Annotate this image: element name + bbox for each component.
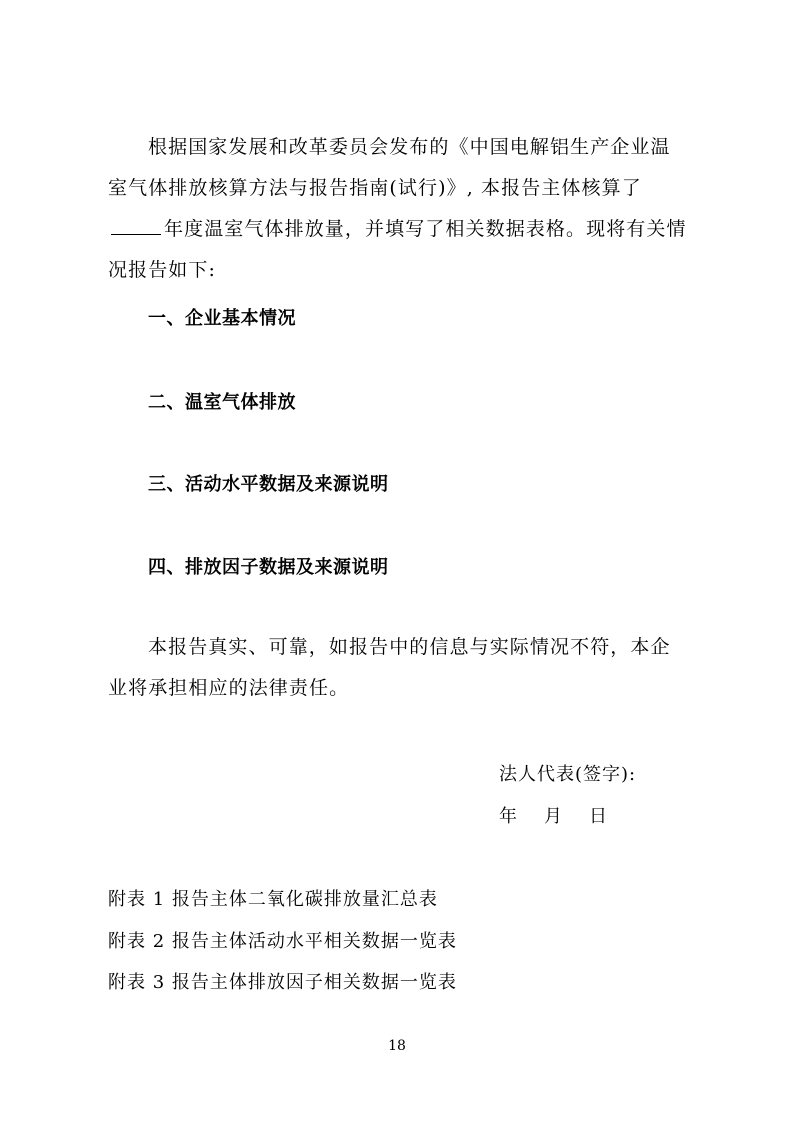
intro-paragraph <box>108 127 688 291</box>
section-heading-activity-data: 三、活动水平数据及来源说明 <box>148 474 389 495</box>
signature-label: 法人代表(签字): <box>499 764 637 785</box>
section-heading-ghg-emissions: 二、温室气体排放 <box>148 392 296 413</box>
statement-paragraph: 本报告真实、可靠，如报告中的信息与实际情况不符，本企业将承担相应的法律责任。 <box>108 636 671 699</box>
intro-text-after-blank: 年度温室气体排放量，并填写了相关数据表格。现将有关情况报告如下: <box>108 218 687 281</box>
date-day: 日 <box>589 806 608 827</box>
date-year: 年 <box>499 806 518 827</box>
appendix-item: 附表 1 报告主体二氧化碳排放量汇总表 <box>108 889 438 910</box>
section-heading-basic-info: 一、企业基本情况 <box>148 308 296 329</box>
date-month: 月 <box>544 806 563 827</box>
section-heading-emission-factors: 四、排放因子数据及来源说明 <box>148 557 389 578</box>
appendix-item: 附表 3 报告主体排放因子相关数据一览表 <box>108 972 457 993</box>
page-number: 18 <box>388 1038 406 1054</box>
signature-date <box>499 802 608 828</box>
year-blank-line <box>111 216 161 235</box>
intro-text-before-blank: 根据国家发展和改革委员会发布的《中国电解铝生产企业温室气体排放核算方法与报告指南(试行)》, 本报告主体核算了 <box>108 136 671 199</box>
appendix-item: 附表 2 报告主体活动水平相关数据一览表 <box>108 931 457 952</box>
